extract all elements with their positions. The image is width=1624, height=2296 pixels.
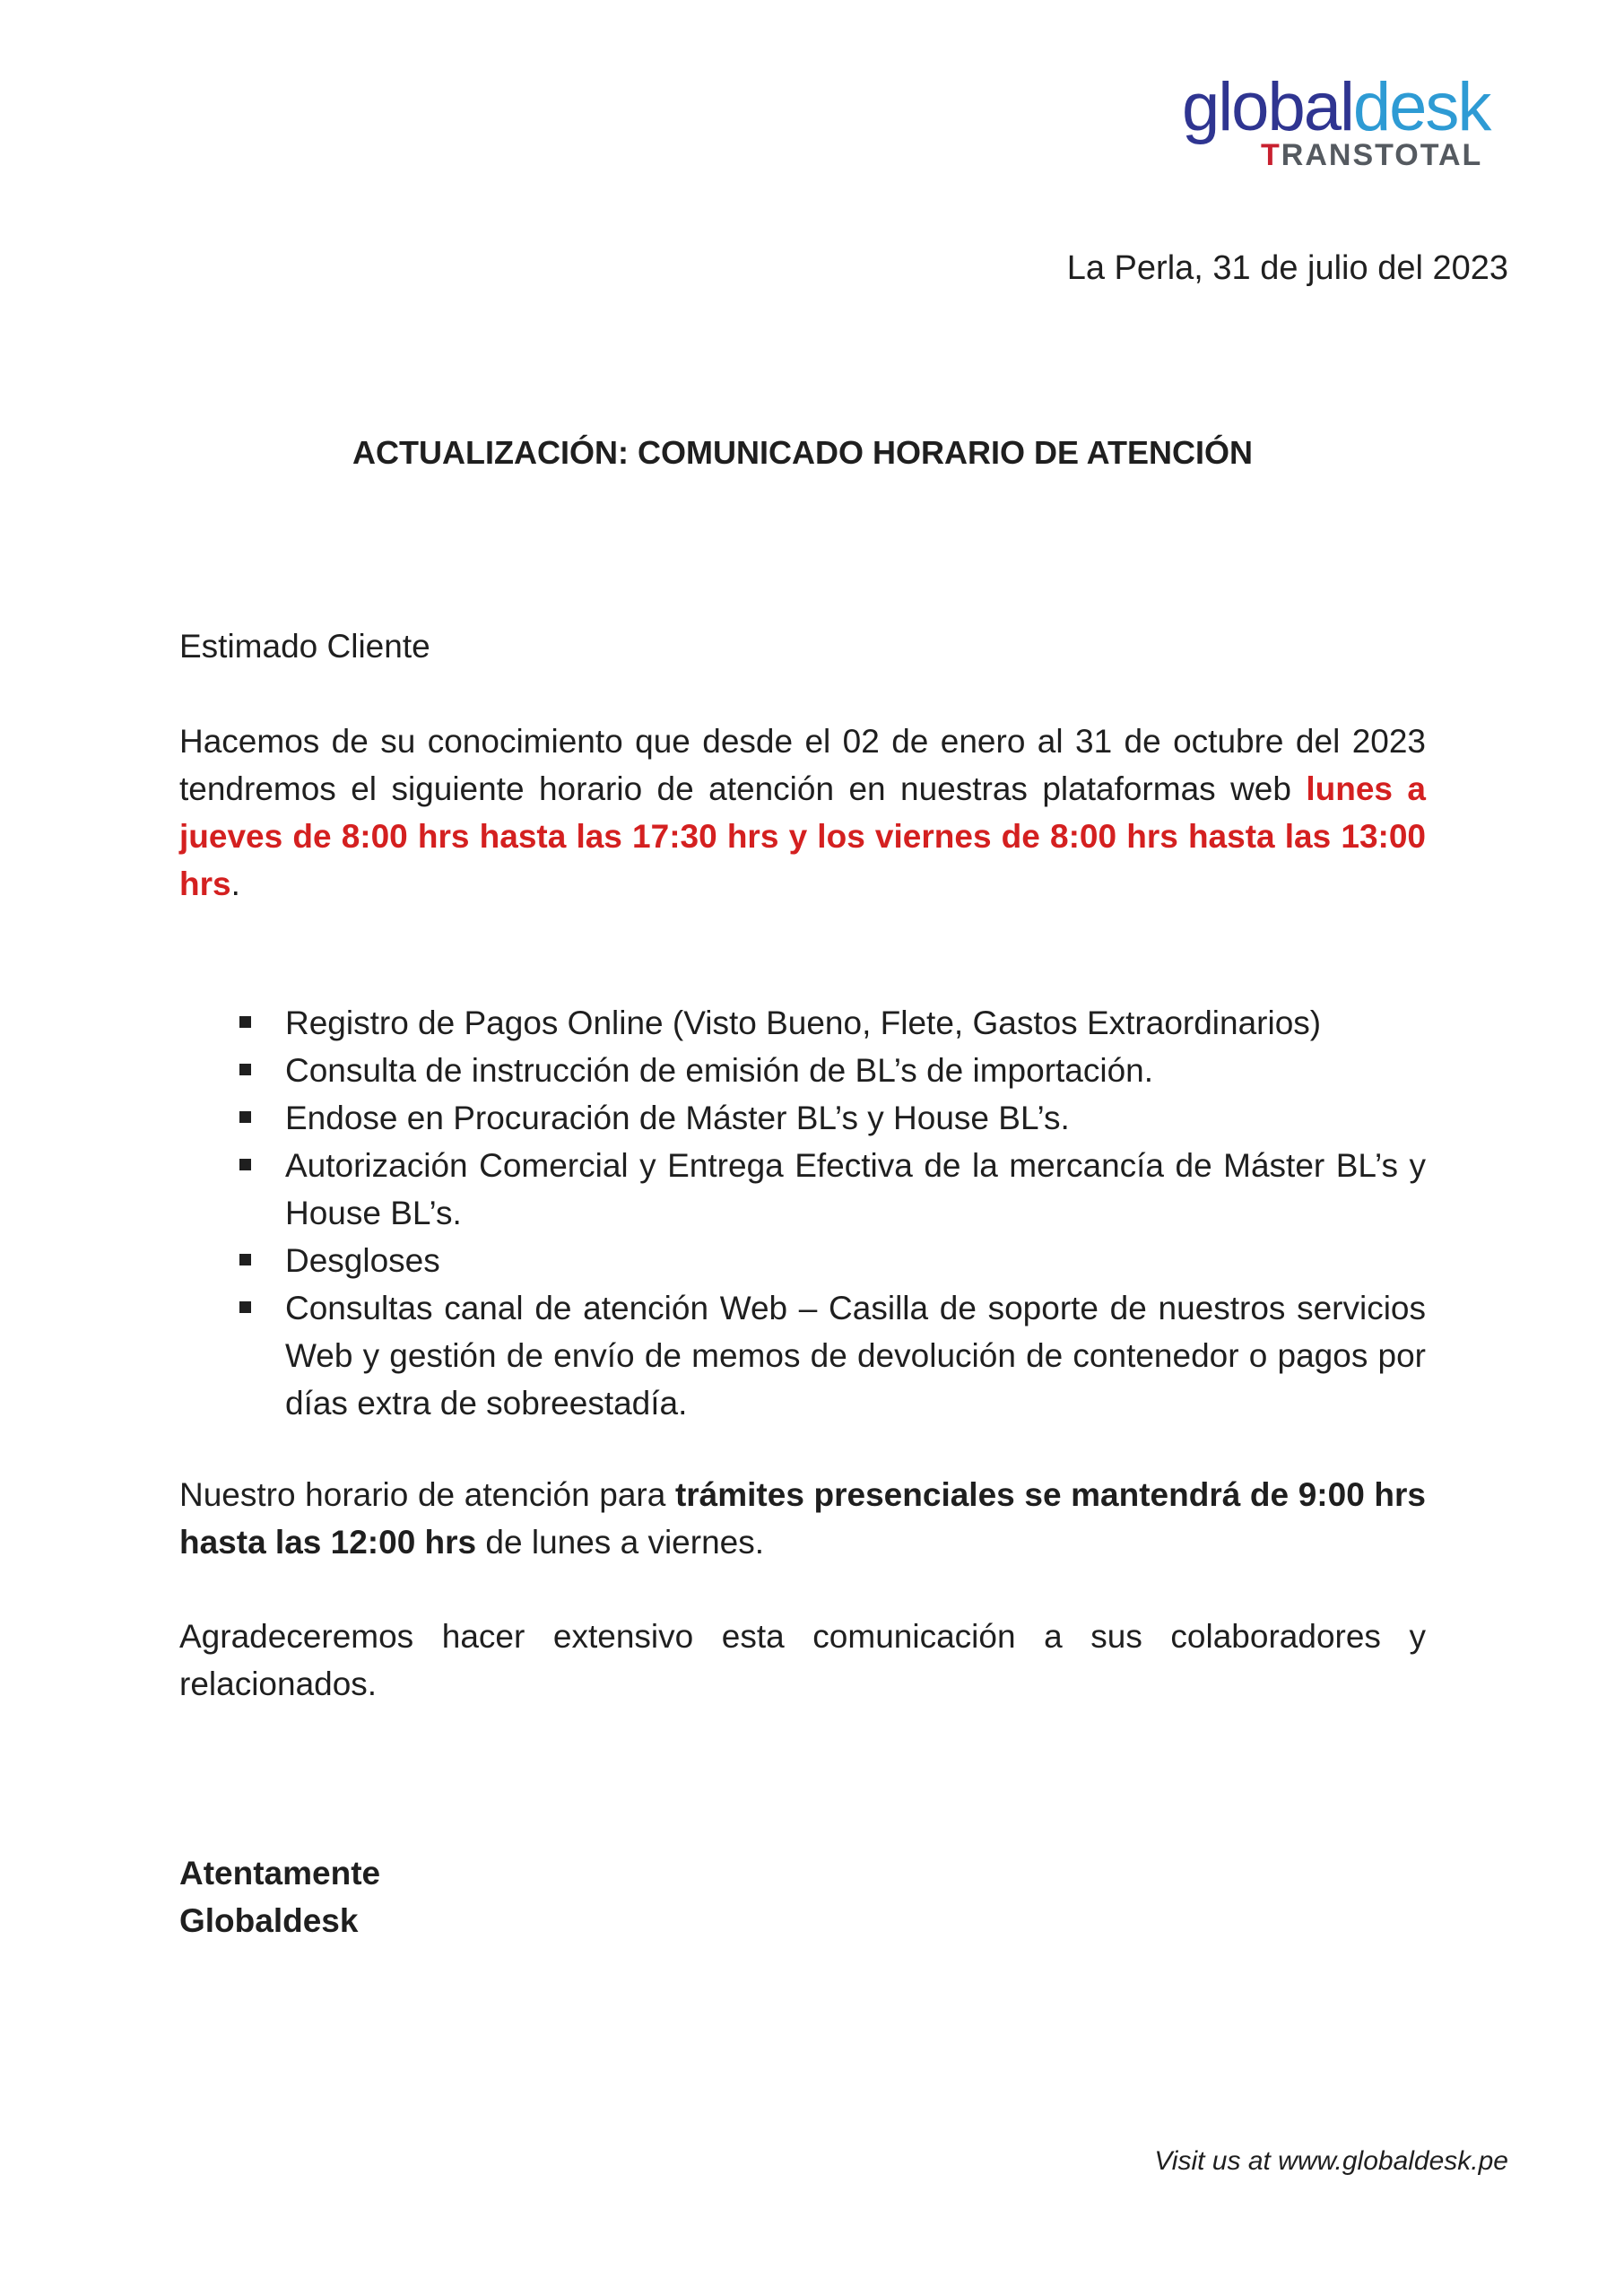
- thanks-paragraph: Agradeceremos hacer extensivo esta comunicación a sus colaboradores y relacionados.: [179, 1618, 1426, 1702]
- closing-line: Atentamente: [179, 1855, 381, 1892]
- list-item-text: Autorización Comercial y Entrega Efectiva de la mercancía de Máster BL’s y House BL’s.: [285, 1147, 1426, 1231]
- bullet-square-icon: [239, 1064, 251, 1075]
- schedule-end-text: .: [230, 865, 240, 902]
- logo-subtitle-first-letter: T: [1261, 138, 1281, 172]
- bullet-square-icon: [239, 1016, 251, 1028]
- letter-date: La Perla, 31 de julio del 2023: [1066, 249, 1508, 287]
- in-person-hours-paragraph: [179, 1471, 1426, 1566]
- logo-subtitle-rest: RANSTOTAL: [1281, 138, 1483, 172]
- list-item: [179, 1047, 1426, 1094]
- bullet-square-icon: [239, 1254, 251, 1265]
- list-item: [179, 1237, 1426, 1284]
- schedule-intro-text: Hacemos de su conocimiento que desde el 02 de enero al 31 de octubre del 2023 tendremos el siguiente horario de atención en nuestras plataformas web: [179, 723, 1426, 807]
- schedule-highlight: lunes a jueves de 8:00 hrs hasta las 17:30 hrs y los viernes de 8:00 hrs hasta las 13:00 hrs: [179, 770, 1427, 902]
- list-item: [179, 999, 1426, 1047]
- services-list: [179, 999, 1426, 1427]
- list-item-text: Consulta de instrucción de emisión de BL’s de importación.: [285, 1052, 1154, 1089]
- in-person-highlight: trámites presenciales se mantendrá de 9:00 hrs hasta las 12:00 hrs: [179, 1476, 1426, 1561]
- footer-website: Visit us at www.globaldesk.pe: [1154, 2146, 1508, 2176]
- logo-text-part4: desk: [1352, 69, 1490, 145]
- schedule-paragraph: [179, 718, 1426, 908]
- list-item-text: Registro de Pagos Online (Visto Bueno, Flete, Gastos Extraordinarios): [285, 1004, 1322, 1041]
- list-item-text: Desgloses: [285, 1242, 440, 1279]
- list-item: [179, 1284, 1426, 1427]
- list-item-text: Consultas canal de atención Web – Casilla de soporte de nuestros servicios Web y gestión de envío de memos de devolución de contenedor o pagos por días extra de sobreestadía.: [285, 1290, 1426, 1422]
- in-person-end-text: de lunes a viernes.: [476, 1524, 764, 1561]
- list-item: [179, 1094, 1426, 1142]
- bullet-square-icon: [239, 1159, 251, 1170]
- logo-wordmark: [1182, 69, 1490, 145]
- closing-signature: [179, 1849, 380, 1944]
- signature-company: Globaldesk: [179, 1902, 359, 1939]
- logo-text-part1: gl: [1182, 69, 1232, 145]
- letter-title: ACTUALIZACIÓN: COMUNICADO HORARIO DE ATENCIÓN: [352, 434, 1253, 471]
- logo-text-part3: bal: [1267, 69, 1353, 145]
- greeting: Estimado Cliente: [179, 628, 430, 665]
- list-item-text: Endose en Procuración de Máster BL’s y House BL’s.: [285, 1100, 1070, 1136]
- in-person-intro-text: Nuestro horario de atención para: [179, 1476, 675, 1513]
- logo-globe-letter: o: [1231, 69, 1268, 145]
- company-logo: [1182, 69, 1490, 181]
- logo-subtitle: [1261, 138, 1482, 173]
- bullet-square-icon: [239, 1301, 251, 1313]
- bullet-square-icon: [239, 1111, 251, 1123]
- list-item: [179, 1142, 1426, 1237]
